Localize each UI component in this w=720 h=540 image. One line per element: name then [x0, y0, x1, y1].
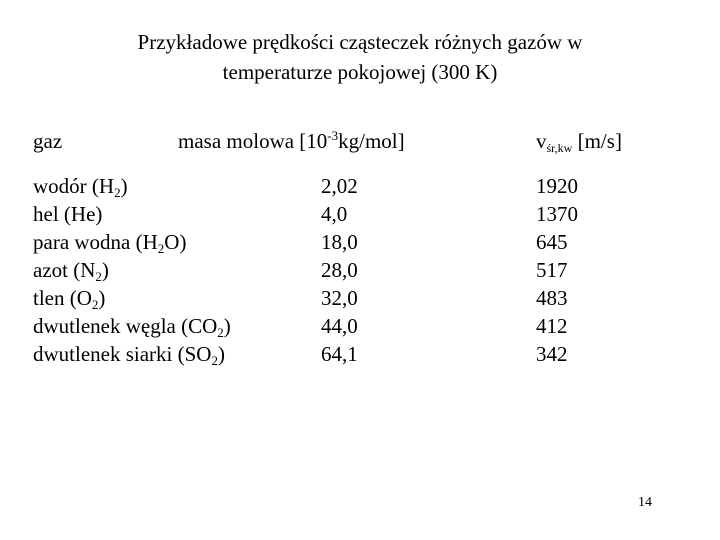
molar-mass-value: 64,1 [321, 342, 358, 366]
header-velocity-subscript: śr,kw [546, 141, 573, 155]
velocity-value: 412 [536, 314, 568, 338]
molar-mass-value: 32,0 [321, 286, 358, 310]
header-molar-mass-prefix: masa molowa [10 [178, 129, 328, 153]
header-velocity-symbol: v [536, 129, 547, 153]
velocity-value: 342 [536, 342, 568, 366]
header-gas: gaz [33, 129, 63, 153]
molar-mass-value: 4,0 [321, 202, 348, 226]
page-number: 14 [638, 495, 652, 510]
header-molar-mass [178, 126, 405, 156]
molar-mass-value: 44,0 [321, 314, 358, 338]
velocity-value: 645 [536, 230, 568, 254]
molar-mass-value: 2,02 [321, 174, 358, 198]
header-molar-mass-exponent: -3 [327, 128, 339, 143]
gas-name: azot $(N_2)$ [33, 258, 109, 284]
velocity-value: 1370 [536, 202, 578, 226]
velocity-value: 517 [536, 258, 568, 282]
header-molar-mass-suffix: kg/mol] [338, 129, 405, 153]
gas-column [33, 172, 231, 368]
gas-name: tlen $(O_2)$ [33, 286, 106, 312]
gas-name: para wodna $(H_2O)$ [33, 230, 187, 256]
header-velocity-unit: [m/s] [572, 129, 622, 153]
header-velocity [536, 126, 622, 156]
gas-name: wodór $(H_2)$ [33, 174, 128, 200]
gas-name: dwutlenek siarki $(SO_2)$ [33, 342, 225, 368]
slide-title [60, 27, 660, 87]
velocity-column [536, 172, 578, 368]
gas-name: hel (He) [33, 202, 103, 226]
velocity-value: 1920 [536, 174, 578, 198]
title-line-1: Przykładowe prędkości cząsteczek różnych gazów w [137, 30, 583, 54]
molar-mass-value: 18,0 [321, 230, 358, 254]
velocity-value: 483 [536, 286, 568, 310]
gas-name: dwutlenek węgla $(CO_2)$ [33, 314, 231, 340]
molar-mass-column [321, 172, 358, 368]
molar-mass-value: 28,0 [321, 258, 358, 282]
title-line-2: temperaturze pokojowej (300 K) [222, 60, 498, 84]
